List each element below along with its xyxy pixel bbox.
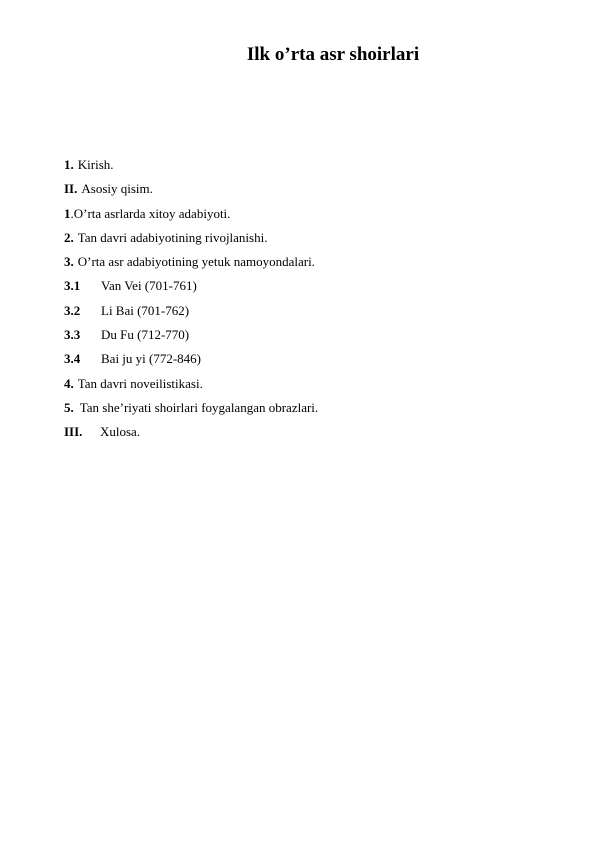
- toc-item-text: Du Fu (712-770): [101, 327, 190, 343]
- toc-item-text: O’rta asr adabiyotining yetuk namoyondalari.: [77, 254, 315, 270]
- toc-item: [64, 153, 544, 177]
- toc-item: [64, 396, 544, 420]
- toc-item-number: III.: [64, 424, 83, 440]
- toc-item-text: Xulosa.: [100, 424, 141, 440]
- toc-item-number: 5.: [64, 399, 74, 415]
- toc-item-text: Bai ju yi (772-846): [101, 351, 202, 367]
- toc-item: [64, 274, 544, 298]
- toc-item-text: Van Vei (701-761): [101, 278, 197, 294]
- toc-item-text: Tan davri noveilistikasi.: [77, 375, 203, 391]
- toc-item-text: Tan she’riyati shoirlari foygalangan obrazlari.: [79, 399, 319, 415]
- toc-item: [64, 347, 544, 371]
- toc-item-number: 3.: [64, 254, 74, 270]
- toc-item: [64, 299, 544, 323]
- toc-item: [64, 420, 544, 444]
- toc-item-number: 3.3: [64, 327, 81, 343]
- toc-item: [64, 226, 544, 250]
- toc-item-text: Tan davri adabiyotining rivojlanishi.: [77, 229, 268, 245]
- toc-item: [64, 202, 544, 226]
- page-title: Ilk o’rta asr shoirlari: [246, 44, 420, 65]
- toc-item: [64, 372, 544, 396]
- toc-item-text: Kirish.: [77, 157, 114, 172]
- toc-item-number: 3.2: [64, 302, 81, 318]
- toc-item-number: 4.: [64, 375, 74, 391]
- toc-item-text: Asosiy qisim.: [81, 181, 153, 197]
- toc-item-number: 3.4: [64, 351, 81, 367]
- toc-item-number: 3.1: [64, 278, 81, 294]
- toc-item-number: II.: [64, 181, 78, 197]
- toc-item: [64, 177, 544, 201]
- toc-item-text: Li Bai (701-762): [101, 302, 190, 318]
- toc-item-text: .O’rta asrlarda xitoy adabiyoti.: [70, 205, 231, 221]
- toc-item-number: 1.: [64, 157, 74, 172]
- toc-item: [64, 250, 544, 274]
- table-of-contents: [64, 153, 544, 445]
- toc-item-number: 1: [64, 205, 71, 221]
- toc-item-number: 2.: [64, 229, 74, 245]
- toc-item: [64, 323, 544, 347]
